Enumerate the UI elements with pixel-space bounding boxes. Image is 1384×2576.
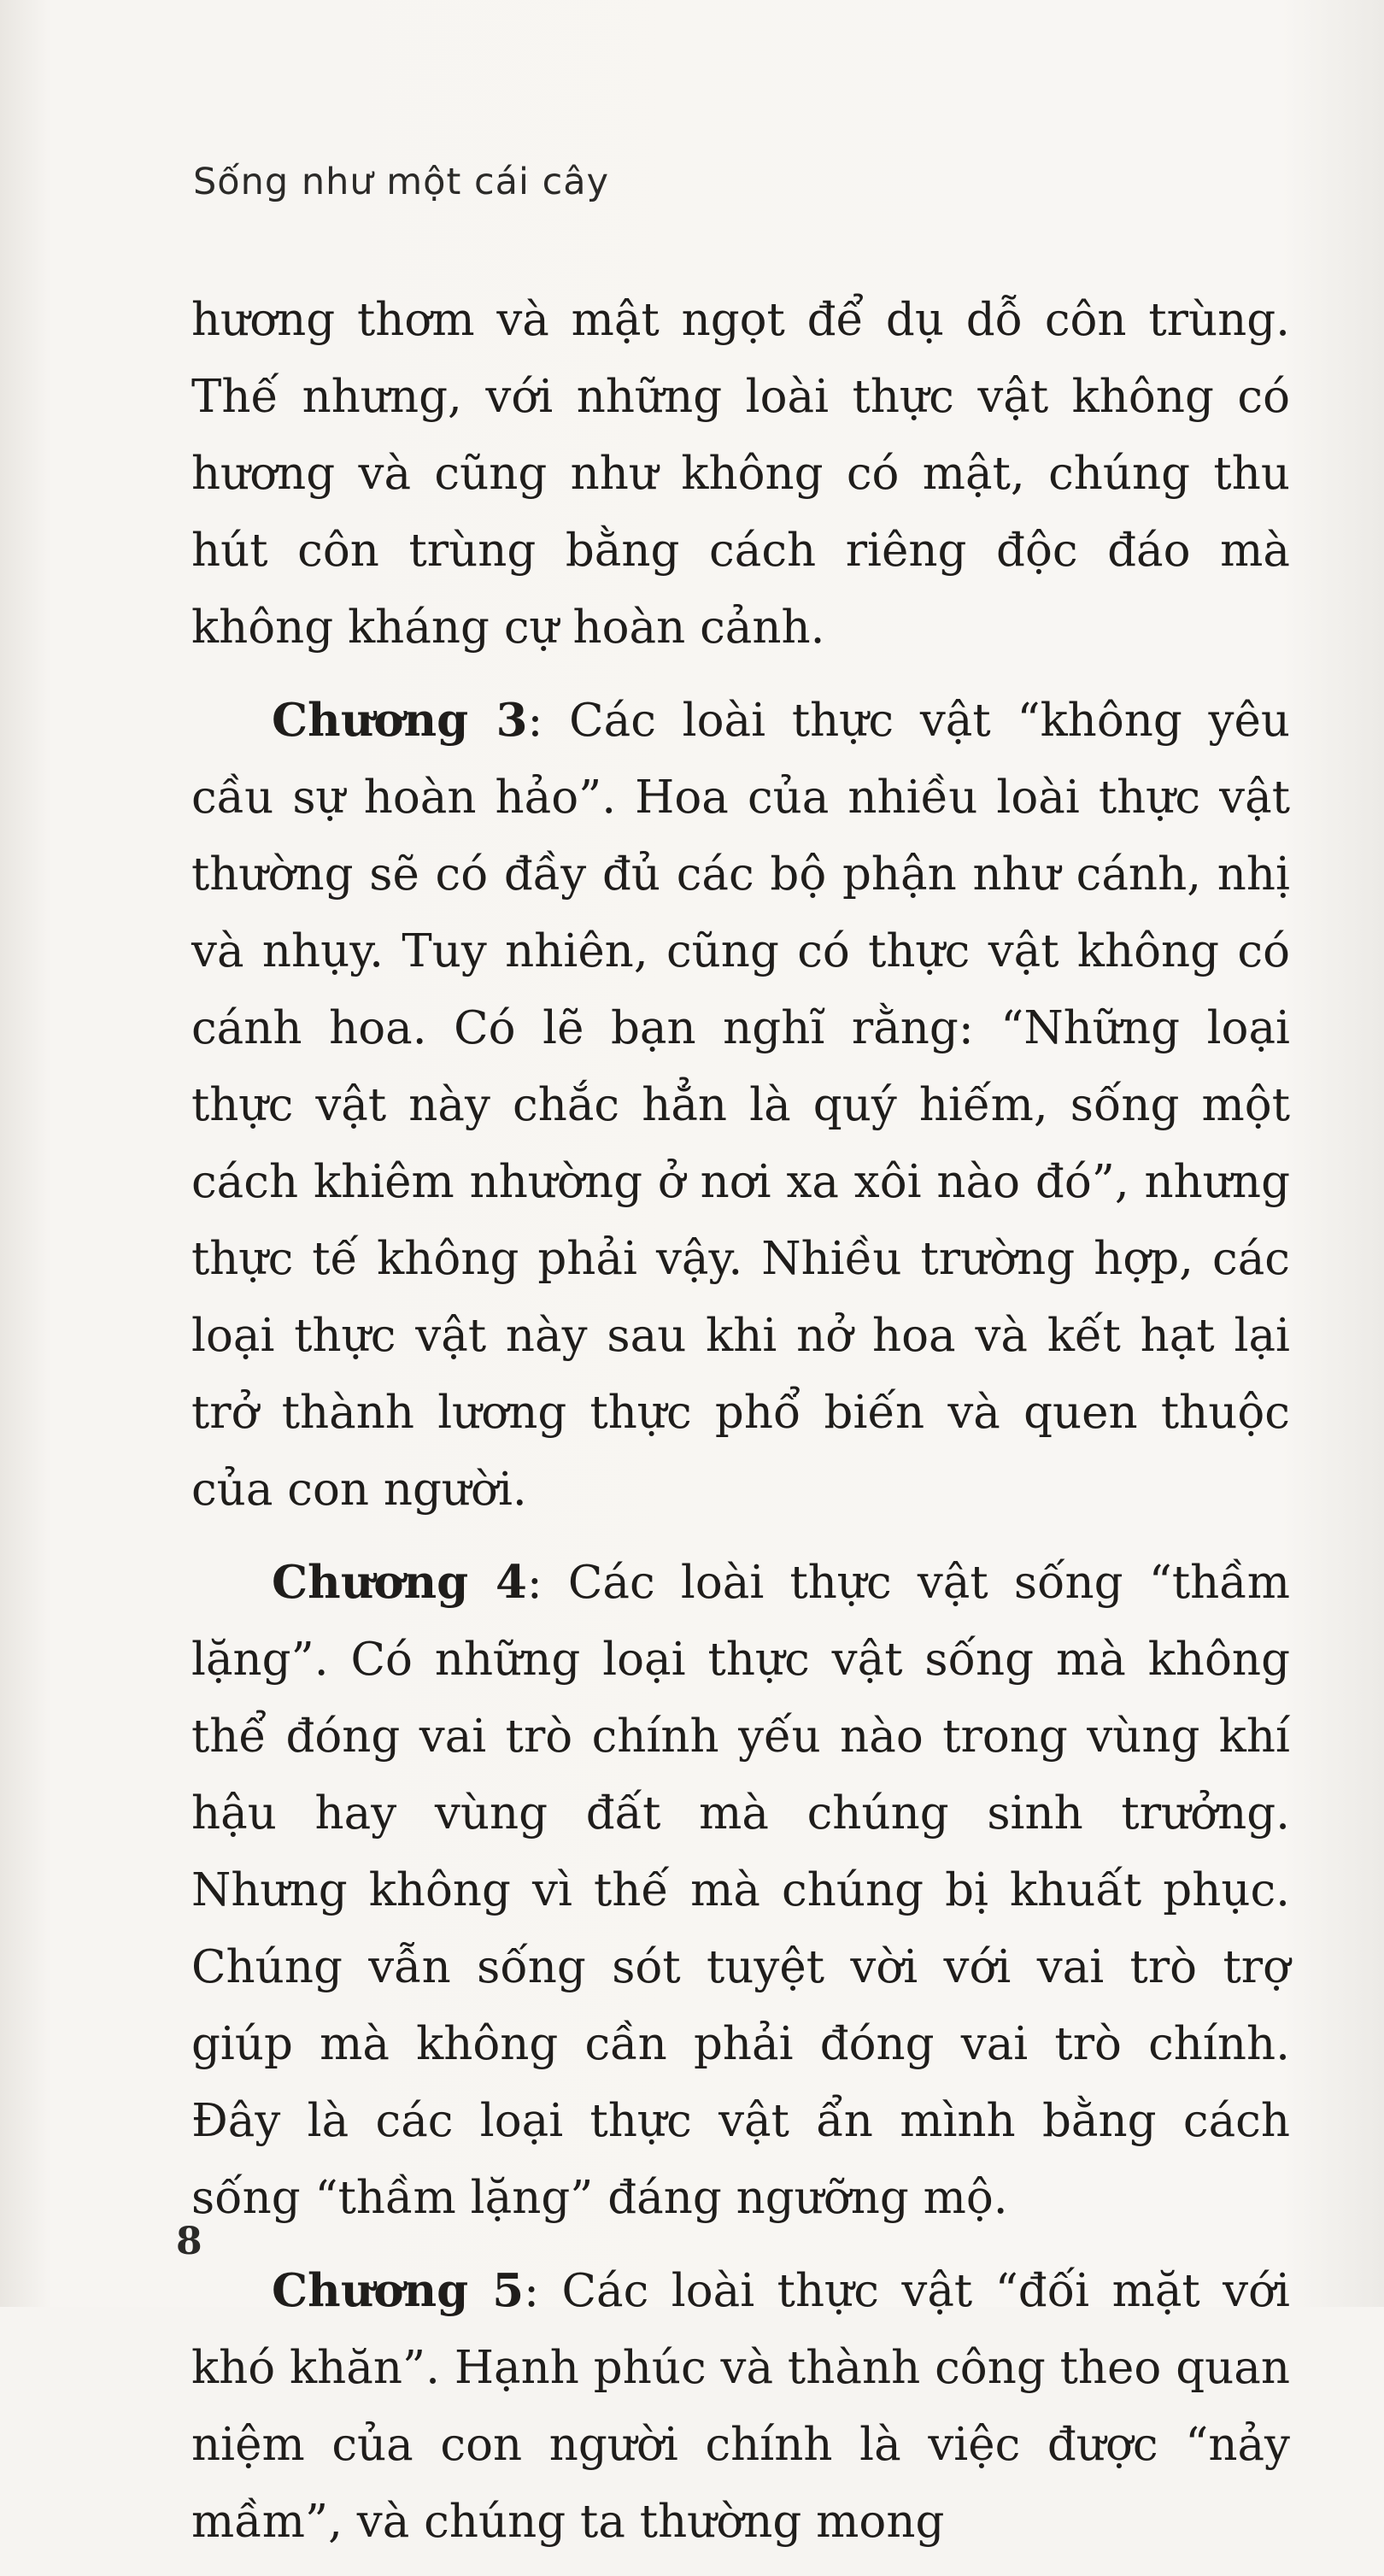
paragraph-chapter-5 [191,2252,1290,2561]
running-header: Sống như một cái cây [193,161,610,203]
paragraph-text: : Các loài thực vật “không yêu cầu sự hoàn hảo”. Hoa của nhiều loài thực vật thường sẽ có đầy đủ các bộ phận như cánh, nhị và nhụy. Tuy nhiên, cũng có thực vật không có cánh hoa. Có lẽ bạn nghĩ rằng: “Những loại thực vật này chắc hẳn là quý hiếm, sống một cách khiêm nhường ở nơi xa xôi nào đó”, nhưng thực tế không phải vậy. Nhiều trường hợp, các loại thực vật này sau khi nở hoa và kết hạt lại trở thành lương thực phổ biến và quen thuộc của con người. [191,695,1290,1516]
paragraph-chapter-4 [191,1544,1290,2237]
paragraph-chapter-3 [191,682,1290,1529]
chapter-label: Chương 5 [272,2264,525,2317]
page-number: 8 [176,2220,202,2263]
paragraph-text: : Các loài thực vật “đối mặt với khó khăn”. Hạnh phúc và thành công theo quan niệm của con người chính là việc được “nảy mầm”, và chúng ta thường mong [191,2265,1290,2548]
chapter-label: Chương 3 [272,694,528,747]
paragraph-continuation [191,282,1290,666]
body-text [191,282,1290,2576]
paragraph-text: hương thơm và mật ngọt để dụ dỗ côn trùng. Thế nhưng, với những loài thực vật không có hương và cũng như không có mật, chúng thu hút côn trùng bằng cách riêng độc đáo mà không kháng cự hoàn cảnh. [191,294,1290,654]
paragraph-text: : Các loài thực vật sống “thầm lặng”. Có những loại thực vật sống mà không thể đóng vai trò chính yếu nào trong vùng khí hậu hay vùng đất mà chúng sinh trưởng. Nhưng không vì thế mà chúng bị khuất phục. Chúng vẫn sống sót tuyệt vời với vai trò trợ giúp mà không cần phải đóng vai trò chính. Đây là các loại thực vật ẩn mình bằng cách sống “thầm lặng” đáng ngưỡng mộ. [191,1557,1290,2224]
chapter-label: Chương 4 [272,1556,527,1609]
